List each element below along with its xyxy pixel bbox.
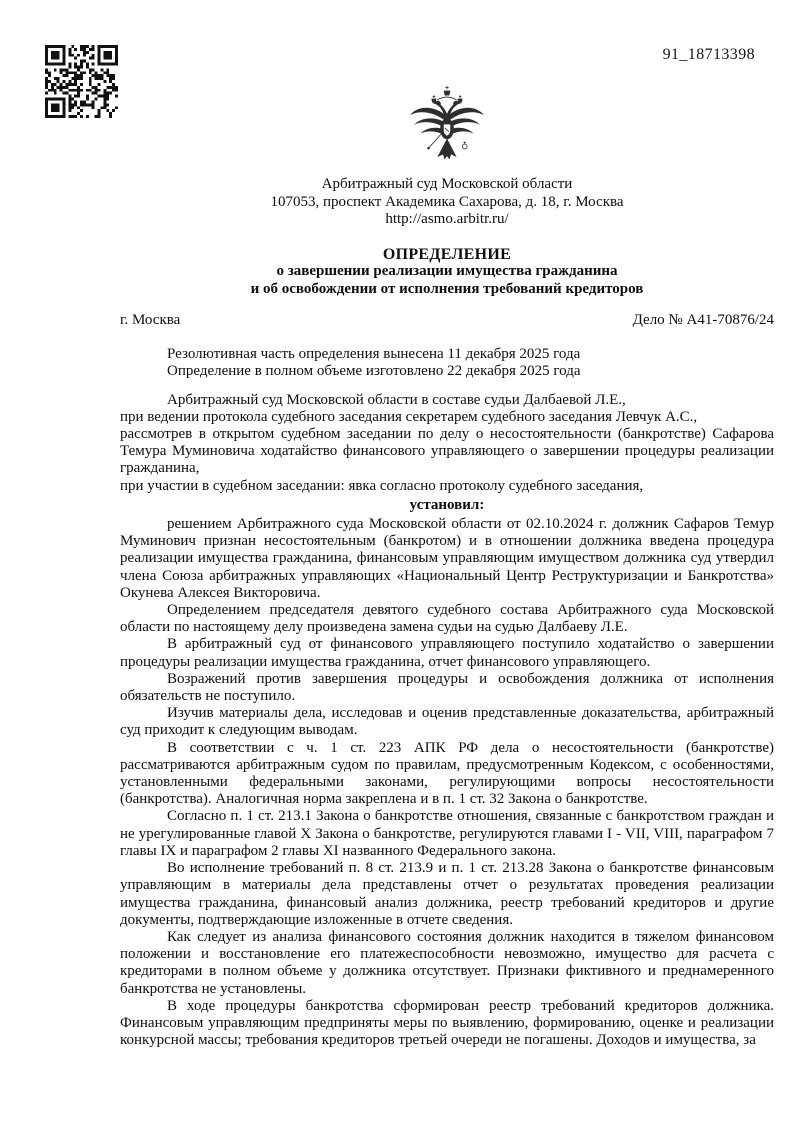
resolution-date-line: Резолютивная часть определения вынесена 11 декабря 2025 года [167,346,581,363]
ruling-title [120,246,774,299]
secretary-line: при ведении протокола судебного заседания секретарем судебного заседания Левчук А.С., [120,408,698,425]
judge-line: Арбитражный суд Московской области в составе судьи Далбаевой Л.Е., [167,391,626,408]
body-paragraph: Изучив материалы дела, исследовав и оценив представленные доказательства, арбитражный суд приходит к следующим выводам. [120,705,774,739]
body-paragraph: В арбитражный суд от финансового управляющего поступило ходатайство о завершении процедуры реализации имущества гражданина, отчет финансового управляющего. [120,636,774,670]
court-header [120,176,774,229]
case-line: рассмотрев в открытом судебном заседании по делу о несостоятельности (банкротстве) Сафарова Темура Муминовича ходатайство финансового управляющего о завершении процедуры реализации гражданина, [120,426,774,477]
document-content [120,0,774,1049]
russia-coat-of-arms-icon [406,83,488,165]
body-paragraph: Определением председателя девятого судебного состава Арбитражного суда Московской области по настоящему делу произведена замена судьи на судью Далбаеву Л.Е. [120,602,774,636]
case-number: Дело № А41-70876/24 [632,312,774,328]
body-paragraph: В соответствии с ч. 1 ст. 223 АПК РФ дела о несостоятельности (банкротстве) рассматриваются арбитражным судом по правилам, предусмотренным Кодексом, с особенностями, установленными федеральными законами, регулирующими вопросы несостоятельности (банкротства). Аналогичная норма закреплена и в п. 1 ст. 32 Закона о банкротстве. [120,739,774,808]
intro-block [120,392,774,495]
ruling-subtitle-line1: о завершении реализации имущества гражданина [276,263,618,279]
court-url: http://asmo.arbitr.ru/ [385,211,509,227]
body-paragraph: Согласно п. 1 ст. 213.1 Закона о банкротстве отношения, связанные с банкротством граждан и не урегулированные главой X Закона о банкротстве, регулируются главами I - VII, VIII, параграфом 7 главы IX и параграфом 2 главы XI названного Федерального закона. [120,808,774,859]
dates-block [120,346,774,380]
attendance-line: при участии в судебном заседании: явка согласно протоколу судебного заседания, [120,477,644,494]
meta-row [120,312,774,329]
body-paragraph: решением Арбитражного суда Московской области от 02.10.2024 г. должник Сафаров Темур Муминович признан несостоятельным (банкротом) и в отношении должника введена процедура реализации имущества гражданина, финансовым управляющим имуществом должника суд утвердил члена Союза арбитражных управляющих «Национальный Центр Реструктуризации и Банкротства» Окунева Алексея Викторовича. [120,516,774,601]
court-address: 107053, проспект Академика Сахарова, д. 18, г. Москва [270,193,624,210]
ruling-subtitle-line2: и об освобождении от исполнения требований кредиторов [250,280,644,297]
full-text-date-line: Определение в полном объеме изготовлено 22 декабря 2025 года [167,363,581,380]
emblem-wrapper [120,0,774,165]
body-paragraph: Возражений против завершения процедуры и освобождения должника от исполнения обязательств не поступило. [120,670,774,705]
ruling-title-word: ОПРЕДЕЛЕНИЕ [382,245,512,263]
qr-code [45,45,118,118]
city-label: г. Москва [120,312,181,328]
body-paragraph: Во исполнение требований п. 8 ст. 213.9 и п. 1 ст. 213.28 Закона о банкротстве финансовым управляющим в материалы дела представлены отчет о результатах проведения реализации имущества гражданина, финансовый анализ должника, реестр требований кредиторов и другие документы, подтверждающие изложенные в отчете сведения. [120,860,774,928]
court-name: Арбитражный суд Московской области [321,176,573,192]
body-paragraphs [120,516,774,1049]
document-number: 91_18713398 [662,46,755,63]
body-paragraph: Как следует из анализа финансового состояния должник находится в тяжелом финансовом положении и восстановление его платежеспособности невозможно, имущество для расчета с кредиторами в полном объеме у должника отсутствует. Признаки фиктивного и преднамеренного банкротства не установлены. [120,928,774,997]
body-paragraph: В ходе процедуры банкротства сформирован реестр требований кредиторов должника. Финансовым управляющим предприняты меры по выявлению, формированию, оценке и реализации конкурсной массы; требования кредиторов третьей очереди не погашены. Доходов и имущества, за [120,997,774,1049]
ruled-word: установил: [409,496,485,513]
